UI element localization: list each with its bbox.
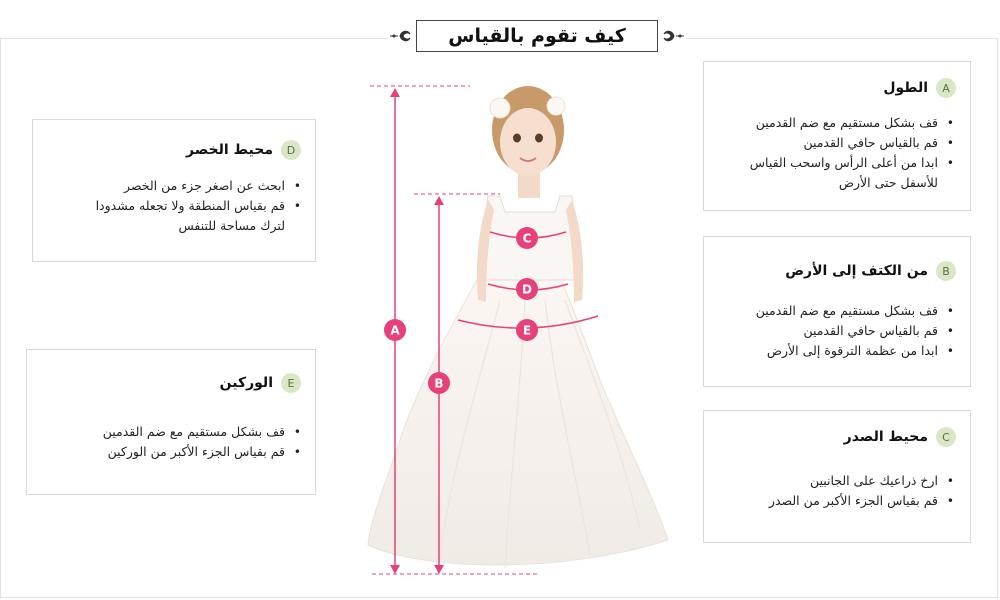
- card-length-title: الطول: [883, 80, 928, 96]
- hair-flower-left: [490, 98, 510, 118]
- card-waist: [32, 119, 316, 262]
- title-banner: [388, 18, 686, 56]
- list-item: • ابدا من أعلى الرأس واسحب القياس: [750, 153, 954, 173]
- dress-skirt: [368, 278, 668, 565]
- label-d-text: D: [522, 282, 532, 297]
- card-shoulder-title: من الكتف إلى الأرض: [785, 263, 928, 279]
- label-c: [516, 227, 538, 249]
- card-hips-list: [103, 422, 301, 462]
- list-item: • قم بالقياس حافي القدمين: [750, 133, 954, 153]
- ornament-left-icon: [388, 26, 412, 46]
- list-item: • قم بقياس المنطقة ولا تجعله مشدودا: [96, 196, 301, 216]
- hair-flower-right: [547, 97, 565, 115]
- length-arrow-top: [390, 88, 400, 97]
- shoulder-arrow-top: [434, 196, 444, 205]
- length-arrow-bottom: [390, 565, 400, 574]
- badge-e: E: [281, 373, 301, 393]
- card-chest: [703, 410, 971, 543]
- card-length-header: [883, 78, 956, 98]
- eye-left: [513, 134, 521, 143]
- face: [500, 108, 556, 176]
- card-chest-title: محيط الصدر: [843, 429, 928, 445]
- label-b: [428, 372, 450, 394]
- badge-d: D: [281, 140, 301, 160]
- card-chest-header: [844, 427, 956, 447]
- card-hips: [26, 349, 316, 495]
- card-chest-list: [769, 471, 954, 511]
- label-a: [384, 319, 406, 341]
- badge-a: A: [936, 78, 956, 98]
- list-item: • قف بشكل مستقيم مع ضم القدمين: [750, 113, 954, 133]
- list-item: • ارخ ذراعيك على الجانبين: [769, 471, 954, 491]
- label-e-text: E: [522, 323, 532, 338]
- card-length-list: [750, 113, 954, 193]
- ornament-right-icon: [662, 26, 686, 46]
- label-c-text: C: [522, 231, 532, 246]
- label-d: [516, 278, 538, 300]
- card-hips-header: [220, 373, 301, 393]
- card-shoulder-header: [785, 261, 956, 281]
- page-title: كيف تقوم بالقياس: [416, 20, 658, 52]
- label-a-text: A: [390, 323, 400, 338]
- card-waist-title: محيط الخصر: [186, 142, 273, 158]
- measurement-illustration: [360, 80, 680, 580]
- list-item: • قم بقياس الجزء الأكبر من الوركين: [103, 442, 301, 462]
- label-e: [516, 319, 538, 341]
- card-waist-list: [96, 176, 301, 236]
- list-item: للأسفل حتى الأرض: [838, 175, 938, 190]
- list-item: • قم بقياس الجزء الأكبر من الصدر: [769, 491, 954, 511]
- badge-c: C: [936, 427, 956, 447]
- list-item: • قم بالقياس حافي القدمين: [756, 321, 954, 341]
- eye-right: [535, 134, 543, 143]
- card-waist-header: [186, 140, 301, 160]
- label-b-text: B: [434, 376, 444, 391]
- list-item: لترك مساحة للتنفس: [178, 218, 285, 233]
- card-length: [703, 61, 971, 211]
- card-hips-title: الوركين: [219, 375, 273, 391]
- badge-b: B: [936, 261, 956, 281]
- card-shoulder-to-floor: [703, 236, 971, 387]
- list-item: • قف بشكل مستقيم مع ضم القدمين: [103, 422, 301, 442]
- list-item: • ابدا من عظمة الترقوة إلى الأرض: [756, 341, 954, 361]
- shoulder-arrow-bottom: [434, 565, 444, 574]
- card-shoulder-list: [756, 301, 954, 361]
- list-item: • ابحث عن اصغر جزء من الخصر: [96, 176, 301, 196]
- list-item: • قف بشكل مستقيم مع ضم القدمين: [756, 301, 954, 321]
